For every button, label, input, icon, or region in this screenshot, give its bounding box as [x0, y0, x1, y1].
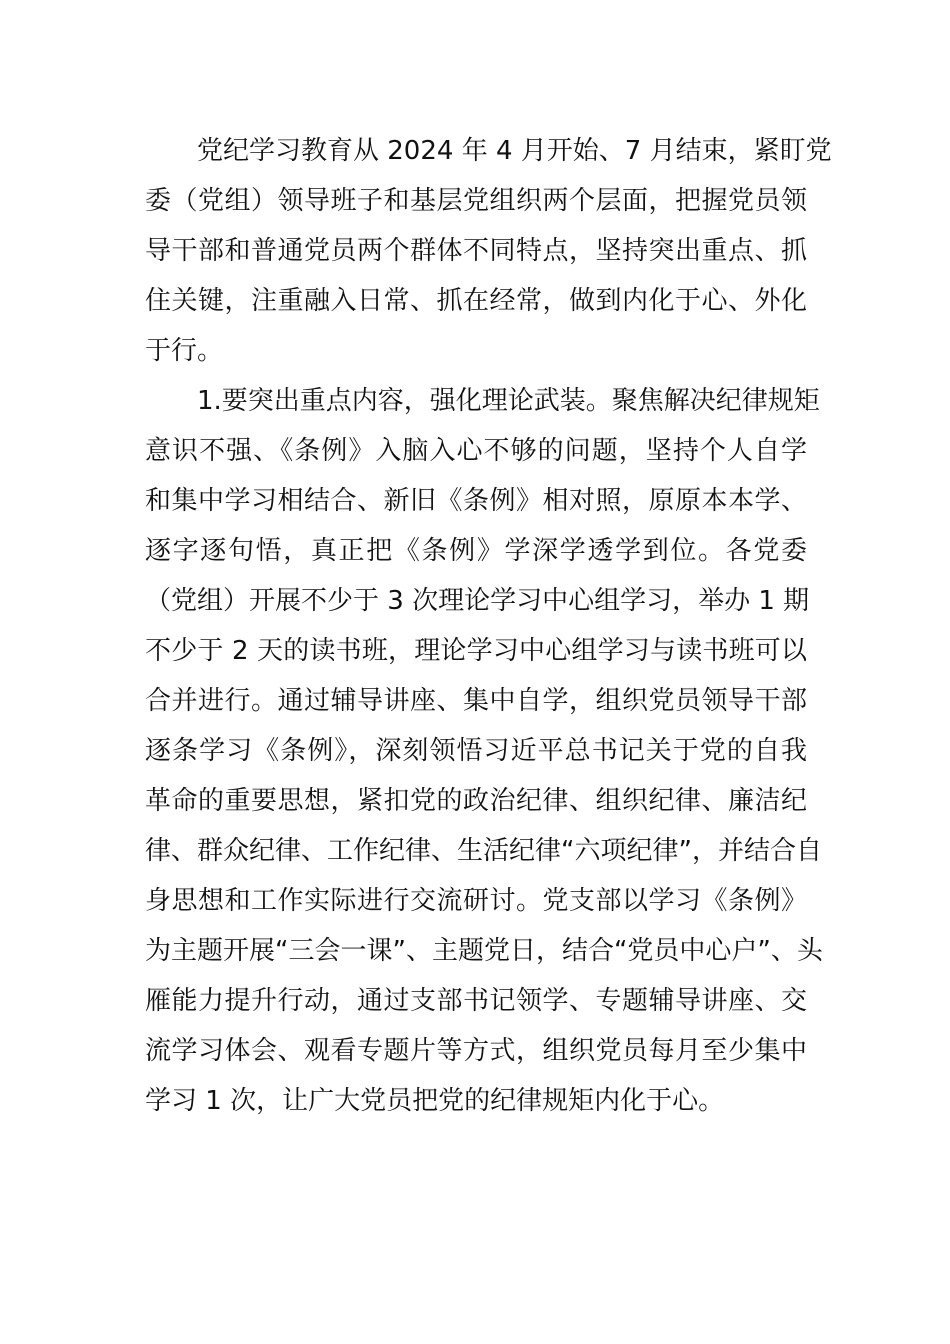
text-line: 党纪学习教育从 2024 年 4 月开始、7 月结束，紧盯党 — [197, 136, 832, 166]
text-line: 委（党组）领导班子和基层党组织两个层面，把握党员领 — [145, 186, 807, 216]
text-line: 身思想和工作实际进行交流研讨。党支部以学习《条例》 — [145, 886, 807, 916]
document-body — [145, 126, 832, 1126]
text-line: 学习 1 次，让广大党员把党的纪律规矩内化于心。 — [145, 1086, 725, 1116]
paragraph-intro — [145, 126, 832, 376]
text-line: 逐字逐句悟，真正把《条例》学深学透学到位。各党委 — [145, 536, 807, 566]
text-line: 于行。 — [145, 336, 224, 366]
text-line: 1.要突出重点内容，强化理论武装。聚焦解决纪律规矩 — [197, 386, 820, 416]
text-line: 和集中学习相结合、新旧《条例》相对照，原原本本学、 — [145, 486, 807, 516]
text-line: 律、群众纪律、工作纪律、生活纪律“六项纪律”，并结合自 — [145, 836, 822, 866]
text-line: 不少于 2 天的读书班，理论学习中心组学习与读书班可以 — [145, 636, 807, 666]
text-line: 意识不强、《条例》入脑入心不够的问题，坚持个人自学 — [145, 436, 807, 466]
paragraph-point-1 — [145, 376, 823, 1126]
text-line: 革命的重要思想，紧扣党的政治纪律、组织纪律、廉洁纪 — [145, 786, 807, 816]
text-line: （党组）开展不少于 3 次理论学习中心组学习，举办 1 期 — [145, 586, 810, 616]
text-line: 合并进行。通过辅导讲座、集中自学，组织党员领导干部 — [145, 686, 807, 716]
text-line: 雁能力提升行动，通过支部书记领学、专题辅导讲座、交 — [145, 986, 807, 1016]
text-line: 流学习体会、观看专题片等方式，组织党员每月至少集中 — [145, 1036, 807, 1066]
text-line: 逐条学习《条例》，深刻领悟习近平总书记关于党的自我 — [145, 736, 807, 766]
text-line: 住关键，注重融入日常、抓在经常，做到内化于心、外化 — [145, 286, 807, 316]
text-line: 为主题开展“三会一课”、主题党日，结合“党员中心户”、头 — [145, 936, 823, 966]
text-line: 导干部和普通党员两个群体不同特点，坚持突出重点、抓 — [145, 236, 807, 266]
